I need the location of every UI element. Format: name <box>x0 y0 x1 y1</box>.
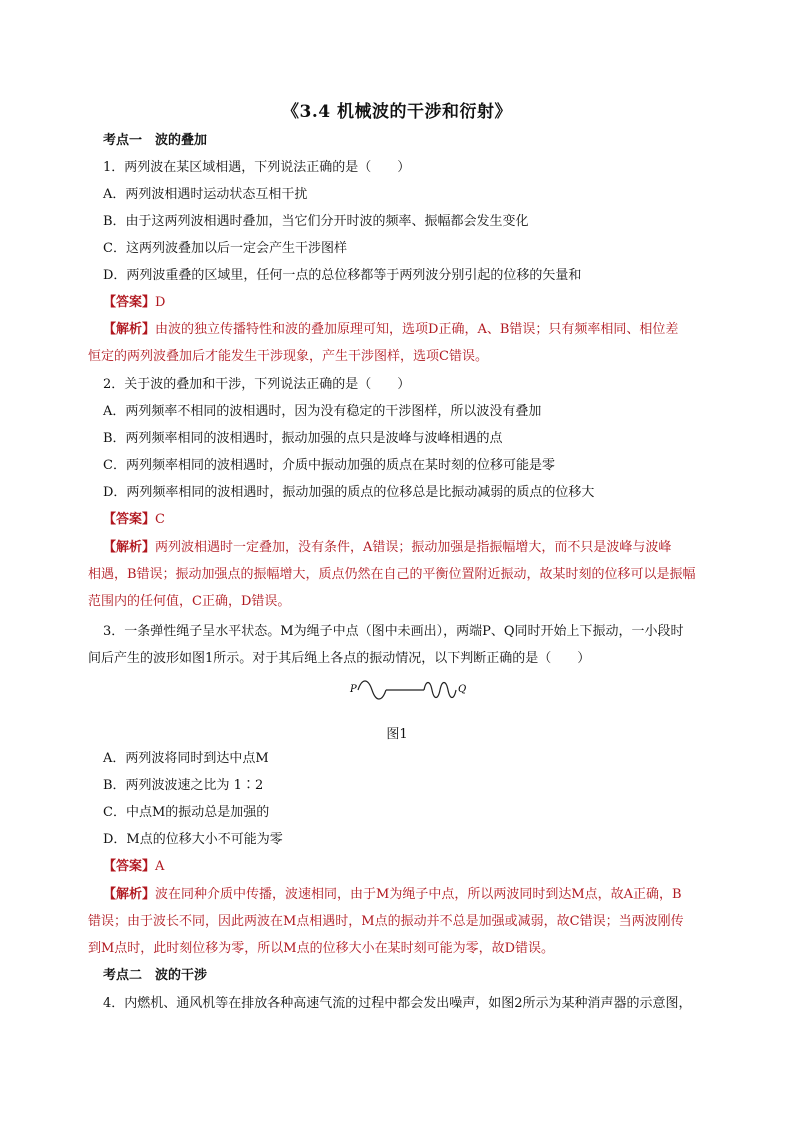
short-wave-curve <box>424 683 456 698</box>
q3-option-a: A．两列波将同时到达中点M <box>103 751 269 766</box>
q2-analysis-line-1 <box>103 539 671 557</box>
q3-answer <box>103 858 164 876</box>
q3-analysis-line-1 <box>103 886 682 904</box>
q2-answer <box>103 511 165 529</box>
analysis-text: 由波的独立传播特性和波的叠加原理可知，选项D正确，A、B错误；只有频率相同、相位差 <box>155 322 679 337</box>
document-title: 《3.4 机械波的干涉和衍射》 <box>282 102 512 122</box>
q2-option-a: A．两列频率不相同的波相遇时，因为没有稳定的干涉图样，所以波没有叠加 <box>103 404 542 419</box>
q3-analysis-line-3: 到M点时，此时刻位移为零，所以M点的位移大小在某时刻可能为零，故D错误。 <box>88 941 555 956</box>
q3-option-d: D．M点的位移大小不可能为零 <box>103 832 283 847</box>
q3-stem-line-1: 3．一条弹性绳子呈水平状态。M为绳子中点（图中未画出），两端P、Q同时开始上下振动，一小段时 <box>103 624 684 639</box>
analysis-text: 两列波相遇时一定叠加，没有条件，A错误；振动加强是指振幅增大，而不只是波峰与波峰 <box>155 540 672 555</box>
q1-answer <box>103 294 165 312</box>
q3-analysis-line-2: 错误；由于波长不同，因此两波在M点相遇时，M点的振动并不总是加强或减弱，故C错误；当两波刚传 <box>88 914 684 929</box>
q1-option-a: A．两列波相遇时运动状态互相干扰 <box>103 187 308 202</box>
q2-option-d: D．两列频率相同的波相遇时，振动加强的质点的位移总是比振动减弱的质点的位移大 <box>103 485 595 500</box>
q3-stem-line-2: 间后产生的波形如图1所示。对于其后绳上各点的振动情况，以下判断正确的是（ ） <box>88 651 591 666</box>
wave-figure <box>348 676 468 716</box>
answer-label: 【答案】 <box>103 295 156 310</box>
answer-value: C <box>155 512 165 527</box>
answer-value: D <box>155 295 166 310</box>
section-heading-1: 考点一 波的叠加 <box>103 133 208 148</box>
q2-option-c: C．两列频率相同的波相遇时，介质中振动加强的质点在某时刻的位移可能是零 <box>103 458 555 473</box>
analysis-label: 【解析】 <box>103 887 156 902</box>
q2-option-b: B．两列频率相同的波相遇时，振动加强的点只是波峰与波峰相遇的点 <box>103 431 503 446</box>
q2-stem: 2．关于波的叠加和干涉，下列说法正确的是（ ） <box>103 377 411 392</box>
q2-analysis-line-3: 范围内的任何值，C正确，D错误。 <box>88 594 291 609</box>
q3-option-b: B．两列波波速之比为 1∶2 <box>103 778 264 793</box>
analysis-label: 【解析】 <box>103 322 156 337</box>
answer-value: A <box>155 859 165 874</box>
q1-option-c: C．这两列波叠加以后一定会产生干涉图样 <box>103 241 347 256</box>
figure-caption: 图1 <box>386 727 408 742</box>
q1-option-b: B．由于这两列波相遇时叠加，当它们分开时波的频率、振幅都会发生变化 <box>103 214 529 229</box>
answer-label: 【答案】 <box>103 512 156 527</box>
answer-label: 【答案】 <box>103 859 156 874</box>
analysis-text: 波在同种介质中传播，波速相同，由于M为绳子中点，所以两波同时到达M点，故A正确，B <box>155 887 682 902</box>
q1-option-d: D．两列波重叠的区域里，任何一点的总位移都等于两列波分别引起的位移的矢量和 <box>103 268 582 283</box>
q3-option-c: C．中点M的振动总是加强的 <box>103 805 270 820</box>
section-heading-2: 考点二 波的干涉 <box>103 968 208 983</box>
q1-stem: 1．两列波在某区域相遇，下列说法正确的是（ ） <box>103 160 411 175</box>
figure-label-q: Q <box>458 684 467 695</box>
long-wave-curve <box>358 681 386 699</box>
q2-analysis-line-2: 相遇，B错误；振动加强点的振幅增大，质点仍然在自己的平衡位置附近振动，故某时刻的位移可以是振幅 <box>88 567 696 582</box>
q4-stem-line-1: 4．内燃机、通风机等在排放各种高速气流的过程中都会发出噪声，如图2所示为某种消声器的示意图， <box>103 996 692 1011</box>
analysis-label: 【解析】 <box>103 540 156 555</box>
figure-label-p: P <box>350 684 357 695</box>
q1-analysis-line-1 <box>103 321 678 339</box>
q1-analysis-line-2: 恒定的两列波叠加后才能发生干涉现象，产生干涉图样，选项C错误。 <box>88 349 488 364</box>
